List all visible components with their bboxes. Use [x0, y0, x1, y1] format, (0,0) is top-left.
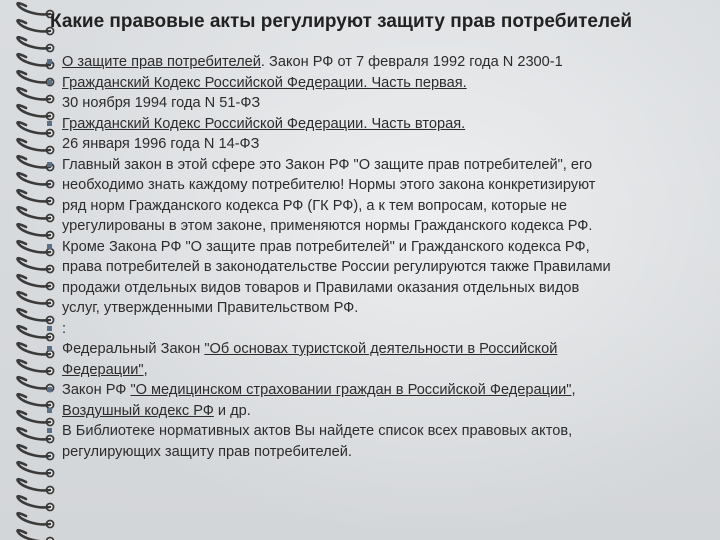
list-item-text: Закон РФ — [62, 382, 131, 398]
content-list — [62, 52, 702, 462]
list-item-text: 26 января 1996 года N 14-ФЗ — [62, 136, 260, 152]
spiral-ring — [17, 88, 50, 99]
spiral-ring — [17, 3, 50, 14]
spiral-ring — [17, 241, 50, 252]
list-item — [62, 339, 702, 360]
list-item-text: необходимо знать каждому потребителю! Нормы этого закона конкретизируют — [62, 177, 596, 193]
notebook-binding — [0, 0, 67, 540]
list-item — [62, 73, 702, 94]
spiral-ring — [17, 275, 50, 286]
list-item-text: урегулированы в этом законе, применяются нормы Гражданского кодекса РФ. — [62, 218, 593, 234]
spiral-ring — [17, 360, 50, 371]
bullet-icon — [47, 80, 52, 85]
list-item-text: , — [143, 361, 148, 378]
list-item-text: регулирующих защиту прав потребителей. — [62, 443, 352, 460]
list-item — [62, 52, 702, 73]
list-item-continuation — [62, 298, 702, 319]
list-item-text: услуг, утвержденными Правительством РФ. — [62, 300, 359, 316]
bullet-icon — [47, 162, 52, 167]
list-item-text: : — [62, 320, 67, 337]
list-item-text: ряд норм Гражданского кодекса РФ (ГК РФ), а к тем вопросам, которые не — [62, 197, 568, 214]
list-item-text: Главный закон в этой сфере это Закон РФ "О защите прав потребителей", его — [62, 156, 593, 173]
bullet-icon — [47, 346, 52, 351]
spiral-ring — [17, 496, 50, 507]
bullet-icon — [47, 121, 52, 126]
list-item-text: Федеральный Закон — [62, 341, 205, 357]
spiral-ring — [17, 71, 50, 82]
spiral-ring — [17, 37, 50, 48]
civil-code-part1-link[interactable]: Гражданский Кодекс Российской Федерации. Часть первая. — [62, 74, 467, 91]
list-item — [62, 155, 702, 176]
bullet-icon — [47, 428, 52, 433]
spiral-ring — [17, 54, 50, 65]
spiral-ring — [17, 513, 50, 524]
spiral-rings-icon — [0, 0, 67, 540]
spiral-ring — [17, 207, 50, 218]
spiral-ring — [17, 309, 50, 320]
bullet-icon — [47, 387, 52, 392]
spiral-ring — [17, 530, 50, 540]
list-item-text: . Закон РФ от 7 февраля 1992 года N 2300-1 — [260, 54, 563, 70]
list-item — [62, 380, 702, 401]
spiral-ring — [17, 156, 50, 167]
list-item-text: права потребителей в законодательстве России регулируются также Правилами — [62, 259, 611, 275]
list-item-text: 30 ноября 1994 года N 51-ФЗ — [62, 95, 261, 111]
spiral-ring — [17, 428, 50, 439]
list-item — [62, 421, 702, 442]
list-item — [62, 114, 702, 135]
list-item-continuation — [62, 216, 702, 237]
spiral-ring — [17, 20, 50, 31]
list-item-continuation — [62, 93, 702, 114]
list-item-continuation — [62, 278, 702, 299]
spiral-ring — [17, 173, 50, 184]
list-item-continuation — [62, 257, 702, 278]
page-title: Какие правовые акты регулируют защиту прав потребителей — [50, 11, 633, 32]
medical-insurance-law-link[interactable]: "О медицинском страховании граждан в Российской Федерации" — [130, 382, 572, 398]
spiral-ring — [17, 224, 50, 235]
list-item-text: Кроме Закона РФ "О защите прав потребителей" и Гражданского кодекса РФ, — [62, 238, 590, 255]
spiral-ring — [17, 258, 50, 269]
bullet-icon — [47, 326, 52, 331]
spiral-ring — [17, 411, 50, 422]
list-item — [62, 401, 702, 422]
law-link-consumer-rights[interactable]: О защите прав потребителей — [62, 54, 261, 70]
bullet-icon — [47, 244, 52, 249]
list-item-continuation — [62, 442, 702, 463]
list-item-text: В Библиотеке нормативных актов Вы найдете список всех правовых актов, — [62, 423, 573, 439]
spiral-ring — [17, 326, 50, 337]
spiral-ring — [17, 190, 50, 201]
tourism-law-link-cont[interactable]: Федерации" — [62, 361, 144, 378]
list-item — [62, 237, 702, 258]
spiral-ring — [17, 479, 50, 490]
air-code-link[interactable]: Воздушный кодекс РФ — [62, 402, 214, 419]
spiral-ring — [17, 445, 50, 456]
list-item-text: , — [571, 382, 576, 398]
spiral-ring — [17, 122, 50, 133]
tourism-law-link[interactable]: "Об основах туристской деятельности в Российской — [204, 341, 558, 357]
list-item-continuation — [62, 175, 702, 196]
spiral-ring — [17, 105, 50, 116]
spiral-ring — [17, 377, 50, 388]
list-item-continuation — [62, 196, 702, 217]
spiral-ring — [17, 462, 50, 473]
list-item — [62, 319, 702, 340]
list-item-continuation — [62, 134, 702, 155]
spiral-ring — [17, 343, 50, 354]
spiral-ring — [17, 139, 50, 150]
civil-code-part2-link[interactable]: Гражданский Кодекс Российской Федерации. Часть вторая. — [62, 115, 466, 132]
bullet-icon — [47, 408, 52, 413]
bullet-icon — [47, 59, 52, 64]
list-item-continuation — [62, 360, 702, 381]
list-item-text: продажи отдельных видов товаров и Правилами оказания отдельных видов — [62, 279, 580, 296]
spiral-ring — [17, 394, 50, 405]
list-item-text: и др. — [213, 402, 251, 419]
spiral-ring — [17, 292, 50, 303]
